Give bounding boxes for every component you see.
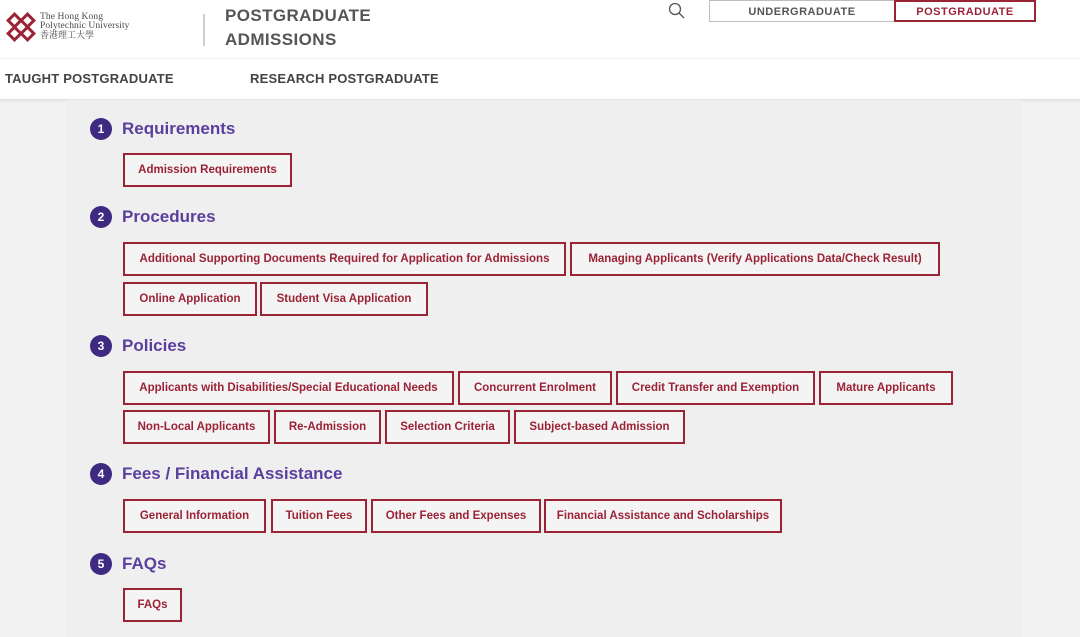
- header-divider: [203, 14, 205, 46]
- nav-taught-postgraduate[interactable]: TAUGHT POSTGRADUATE: [5, 71, 174, 86]
- site-title[interactable]: [225, 4, 371, 52]
- section-title: Fees / Financial Assistance: [122, 464, 343, 483]
- undergraduate-toggle[interactable]: UNDERGRADUATE: [709, 0, 895, 22]
- logo-line-2: Polytechnic University: [40, 21, 130, 31]
- link-student-visa-application[interactable]: Student Visa Application: [260, 282, 428, 316]
- section-number-badge: 3: [90, 335, 112, 357]
- section-title: Requirements: [122, 119, 236, 138]
- link-non-local-applicants[interactable]: Non-Local Applicants: [123, 410, 270, 444]
- link-credit-transfer-and-exemption[interactable]: Credit Transfer and Exemption: [616, 371, 815, 405]
- link-re-admission[interactable]: Re-Admission: [274, 410, 381, 444]
- logo-text: [40, 13, 130, 40]
- link-faqs[interactable]: FAQs: [123, 588, 182, 622]
- link-mature-applicants[interactable]: Mature Applicants: [819, 371, 953, 405]
- site-header: [0, 0, 1080, 58]
- link-admission-requirements[interactable]: Admission Requirements: [123, 153, 292, 187]
- site-title-line-2: ADMISSIONS: [225, 30, 337, 49]
- link-tuition-fees[interactable]: Tuition Fees: [271, 499, 367, 533]
- link-applicants-with-disabilities[interactable]: Applicants with Disabilities/Special Educational Needs: [123, 371, 454, 405]
- polyu-logo[interactable]: [6, 10, 196, 50]
- section-number-badge: 4: [90, 463, 112, 485]
- link-financial-assistance-and-scholarships[interactable]: Financial Assistance and Scholarships: [544, 499, 782, 533]
- link-selection-criteria[interactable]: Selection Criteria: [385, 410, 510, 444]
- logo-line-3: 香港理工大學: [40, 30, 95, 40]
- nav-research-postgraduate[interactable]: RESEARCH POSTGRADUATE: [250, 71, 439, 86]
- link-concurrent-enrolment[interactable]: Concurrent Enrolment: [458, 371, 612, 405]
- link-managing-applicants[interactable]: Managing Applicants (Verify Applications Data/Check Result): [570, 242, 940, 276]
- link-general-information[interactable]: General Information: [123, 499, 266, 533]
- section-number-badge: 5: [90, 553, 112, 575]
- link-subject-based-admission[interactable]: Subject-based Admission: [514, 410, 685, 444]
- logo-line-1: The Hong Kong: [40, 12, 104, 22]
- section-number-badge: 1: [90, 118, 112, 140]
- postgraduate-toggle[interactable]: POSTGRADUATE: [894, 0, 1036, 22]
- link-online-application[interactable]: Online Application: [123, 282, 257, 316]
- sub-navigation: [0, 58, 1080, 99]
- link-other-fees-and-expenses[interactable]: Other Fees and Expenses: [371, 499, 541, 533]
- section-title: Policies: [122, 336, 187, 355]
- search-icon[interactable]: [668, 2, 686, 20]
- polyu-logo-mark-icon: [6, 12, 36, 42]
- link-additional-supporting-documents[interactable]: Additional Supporting Documents Required for Application for Admissions: [123, 242, 566, 276]
- section-title: Procedures: [122, 207, 216, 226]
- section-title: FAQs: [122, 554, 167, 573]
- site-title-line-1: POSTGRADUATE: [225, 6, 372, 25]
- section-number-badge: 2: [90, 206, 112, 228]
